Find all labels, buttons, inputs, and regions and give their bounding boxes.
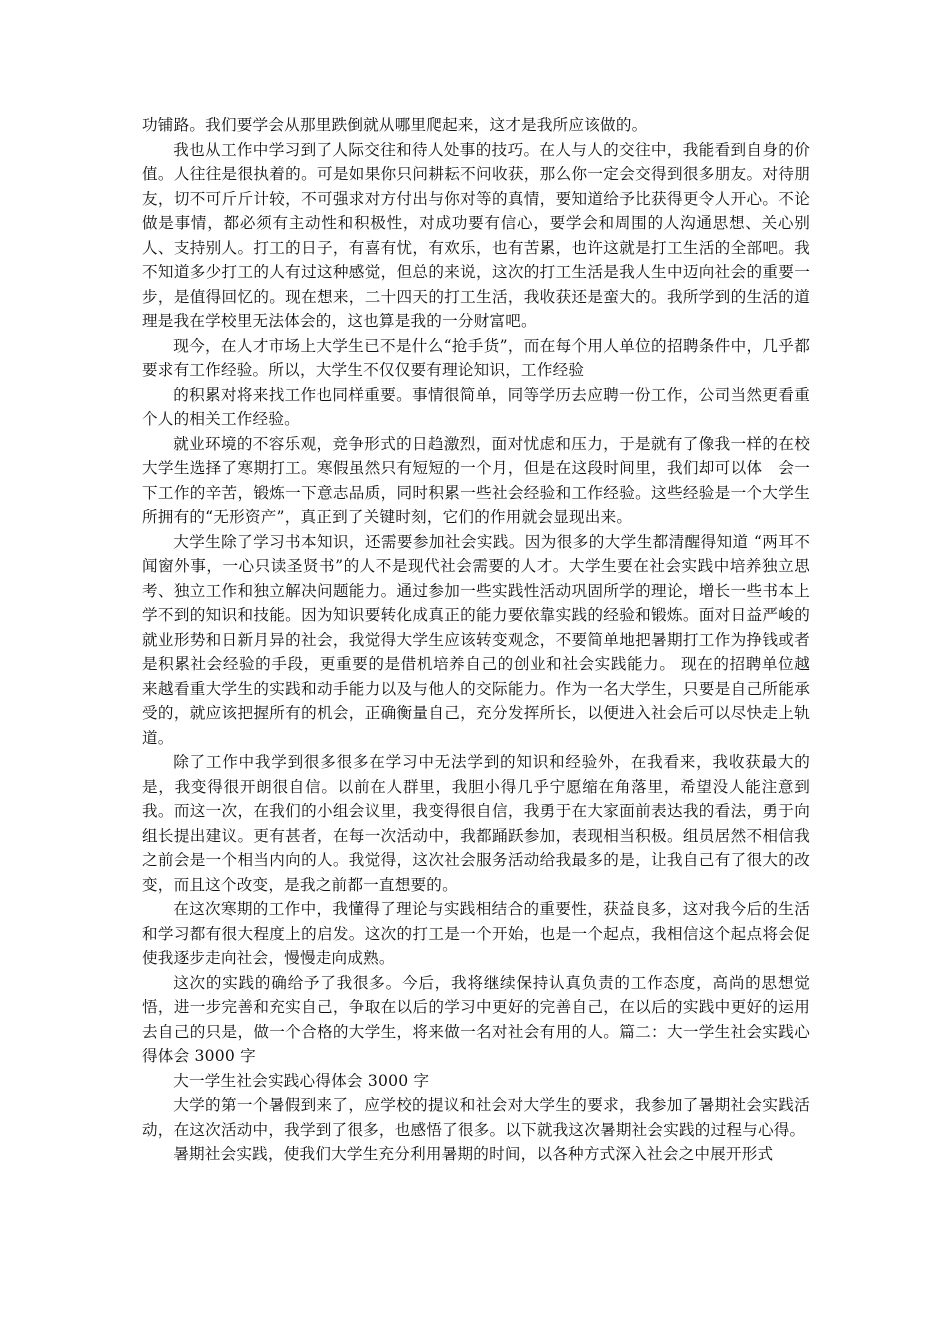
paragraph: 功铺路。我们要学会从那里跌倒就从哪里爬起来，这才是我所应该做的。 xyxy=(142,116,648,134)
paragraph: 的积累对将来找工作也同样重要。事情很简单，同等学历去应聘一份工作，公司当然更看重个人的相关工作经验。 xyxy=(142,385,810,428)
paragraph: 我也从工作中学习到了人际交往和待人处事的技巧。在人与人的交往中，我能看到自身的价值。人往往是很执着的。可是如果你只问耕耘不问收获，那么你一定会交得到很多朋友。对待朋友，切不可斤斤计较，不可强求对方付出与你对等的真情，要知道给予比获得更令人开心。不论做是事情，都必须有主动性和积极性，对成功要有信心，要学会和周围的人沟通思想、关心别人、支持别人。打工的日子，有喜有忧，有欢乐，也有苦累，也许这就是打工生活的全部吧。我不知道多少打工的人有过这种感觉，但总的来说，这次的打工生活是我人生中迈向社会的重要一步，是值得回忆的。现在想来，二十四天的打工生活，我收获还是蛮大的。我所学到的生活的道理是我在学校里无法体会的，这也算是我的一分财富吧。 xyxy=(142,140,810,330)
paragraph: 就业环境的不容乐观，竞争形式的日趋激烈，面对忧虑和压力，于是就有了像我一样的在校大学生选择了寒期打工。寒假虽然只有短短的一个月，但是在这段时间里，我们却可以体 会一下工作的辛苦，锻炼一下意志品质，同时积累一些社会经验和工作经验。这些经验是一个大学生所拥有的“无形资产”，真正到了关键时刻，它们的作用就会显现出来。 xyxy=(142,434,810,526)
paragraph: 暑期社会实践，使我们大学生充分利用暑期的时间，以各种方式深入社会之中展开形式 xyxy=(173,1145,774,1163)
paragraph: 这次的实践的确给予了我很多。今后，我将继续保持认真负责的工作态度，高尚的思想觉悟，进一步完善和充实自己，争取在以后的学习中更好的完善自己，在以后的实践中更好的运用去自己的只是，做一个合格的大学生，将来做一名对社会有用的人。篇二：大一学生社会实践心得体会 3000 字 xyxy=(142,973,810,1065)
section-heading: 大一学生社会实践心得体会 3000 字 xyxy=(173,1071,430,1090)
paragraph: 大学的第一个暑假到来了，应学校的提议和社会对大学生的要求，我参加了暑期社会实践活动，在这次活动中，我学到了很多，也感悟了很多。以下就我这次暑期社会实践的过程与心得。 xyxy=(142,1096,810,1139)
document-body xyxy=(142,113,810,1167)
paragraph: 现今，在人才市场上大学生已不是什么“抢手货”，而在每个用人单位的招聘条件中，几乎都要求有工作经验。所以，大学生不仅仅要有理论知识，工作经验 xyxy=(142,336,810,379)
paragraph: 大学生除了学习书本知识，还需要参加社会实践。因为很多的大学生都清醒得知道 “两耳不闻窗外事，一心只读圣贤书”的人不是现代社会需要的人才。大学生要在社会实践中培养独立思考、独立工作和独立解决问题能力。通过参加一些实践性活动巩固所学的理论，增长一些书本上学不到的知识和技能。因为知识要转化成真正的能力要依靠实践的经验和锻炼。面对日益严峻的就业形势和日新月异的社会，我觉得大学生应该转变观念，不要简单地把暑期打工作为挣钱或者是积累社会经验的手段，更重要的是借机培养自己的创业和社会实践能力。 现在的招聘单位越来越看重大学生的实践和动手能力以及与他人的交际能力。作为一名大学生，只要是自己所能承受的，就应该把握所有的机会，正确衡量自己，充分发挥所长，以便进入社会后可以尽快走上轨道。 xyxy=(142,532,810,747)
paragraph: 除了工作中我学到很多很多在学习中无法学到的知识和经验外，在我看来，我收获最大的是，我变得很开朗很自信。以前在人群里，我胆小得几乎宁愿缩在角落里，希望没人能注意到我。而这一次，在我们的小组会议里，我变得很自信，我勇于在大家面前表达我的看法，勇于向组长提出建议。更有甚者，在每一次活动中，我都踊跃参加，表现相当积极。组员居然不相信我之前会是一个相当内向的人。我觉得，这次社会服务活动给我最多的是，让我自己有了很大的改变，而且这个改变，是我之前都一直想要的。 xyxy=(142,753,810,894)
paragraph: 在这次寒期的工作中，我懂得了理论与实践相结合的重要性，获益良多，这对我今后的生活和学习都有很大程度上的启发。这次的打工是一个开始，也是一个起点，我相信这个起点将会促使我逐步走向社会，慢慢走向成熟。 xyxy=(142,900,810,967)
